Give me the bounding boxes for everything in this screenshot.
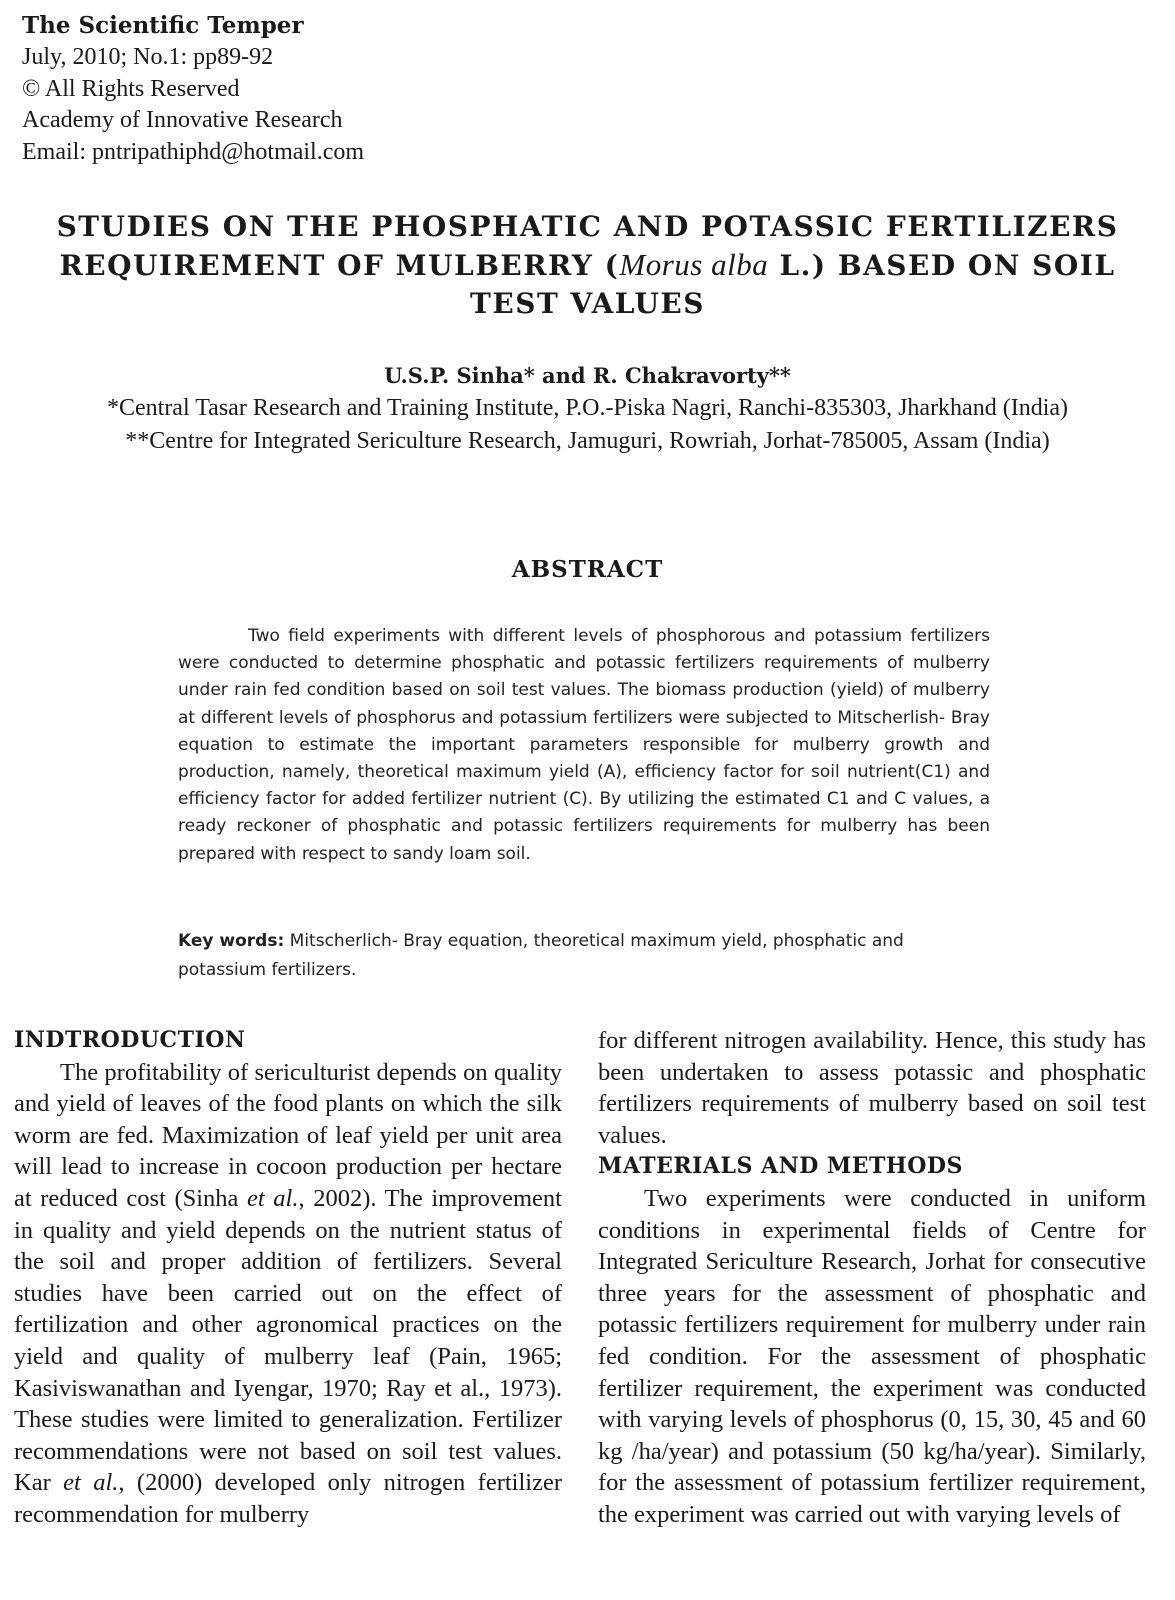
journal-rights: © All Rights Reserved [22,75,240,102]
methods-paragraph: Two experiments were conducted in uniform conditions in experimental fields of Centre for Integrated Sericulture Research, Jorhat for consecutive three years for the assessment of phosphatic and potassic fertilizers requirement for mulberry under rain fed condition. For the assessment of phosphatic fertilizer requirement, the experiment was conducted with varying levels of phosphorus (0, 15, 30, 45 and 60 kg /ha/year) and potassium (50 kg/ha/year). Similarly, for the assessment of potassium fertilizer requirement, the experiment was carried out with varying levels of [598,1184,1146,1528]
introduction-continued: for different nitrogen availability. Hence, this study has been undertaken to assess potassic and phosphatic fertilizers requirements of mulberry based on soil test values. [598,1027,1146,1149]
intro-text-c: , (2000) developed only nitrogen fertilizer recommendation for mulberry [14,1469,562,1528]
journal-name: The Scientific Temper [22,12,304,39]
intro-text-a: The profitability of sericulturist depends on quality and yield of leaves of the food plants on which the silk worm are fed. Maximization of leaf yield per unit area will lead to increase in cocoon production per hectare at reduced cost (Sinha [14,1058,562,1212]
intro-text-b: , 2002). The improvement in quality and yield depends on the nutrient status of the soil and proper addition of fertilizers. Several studies have been carried out on the effect of fertilization and other agronomical practices on the yield and quality of mulberry leaf (Pain, 1965; Kasiviswanathan and Iyengar, 1970; Ray et al., 1973). These studies were limited to generalization. Fertilizer recommendations were not based on soil test values. Kar [14,1184,562,1497]
journal-email: Email: pntripathiphd@hotmail.com [22,138,365,165]
affiliation-2: **Centre for Integrated Sericulture Research, Jamuguri, Rowriah, Jorhat-785005, Assam (India) [125,428,1050,454]
paper-title [20,208,1155,323]
abstract-heading: ABSTRACT [511,556,664,583]
right-column [598,1025,1146,1531]
left-column [14,1025,562,1531]
keywords-text: Mitscherlich- Bray equation, theoretical maximum yield, phosphatic and potassium fertilizers. [178,931,904,980]
journal-header [22,10,542,168]
title-part1: STUDIES ON THE PHOSPHATIC AND POTASSIC FERTILIZERS REQUIREMENT OF MULBERRY ( [56,210,1119,282]
keywords-label: Key words: [178,931,285,951]
journal-issue: July, 2010; No.1: pp89-92 [22,44,274,70]
methods-heading: MATERIALS AND METHODS [598,1153,963,1180]
introduction-heading: INDTRODUCTION [14,1027,246,1053]
paper-authors: U.S.P. Sinha* and R. Chakravorty** [384,363,791,388]
journal-publisher: Academy of Innovative Research [22,107,343,133]
intro-et-al-1: et al. [247,1184,299,1212]
affiliations [60,392,1115,458]
keywords [178,927,990,985]
abstract-body: Two field experiments with different levels of phosphorous and potassium fertilizers were conducted to determine phosphatic and potassic fertilizers requirements of mulberry under rain fed condition based on soil test values. The biomass production (yield) of mulberry at different levels of phosphorus and potassium fertilizers were subjected to Mitscherlish- Bray equation to estimate the important parameters responsible for mulberry growth and production, namely, theoretical maximum yield (A), efficiency factor for soil nutrient(C1) and efficiency factor for added fertilizer nutrient (C). By utilizing the estimated C1 and C values, a ready reckoner of phosphatic and potassic fertilizers requirements for mulberry has been prepared with respect to sandy loam soil. [178,626,990,864]
affiliation-1: *Central Tasar Research and Training Institute, P.O.-Piska Nagri, Ranchi-835303, Jharkhand (India) [106,395,1069,421]
title-species: Morus alba [619,247,769,282]
title-part2: L.) BASED ON SOIL TEST VALUES [470,249,1116,320]
introduction-paragraph [14,1057,562,1531]
intro-et-al-2: et al. [63,1469,119,1497]
